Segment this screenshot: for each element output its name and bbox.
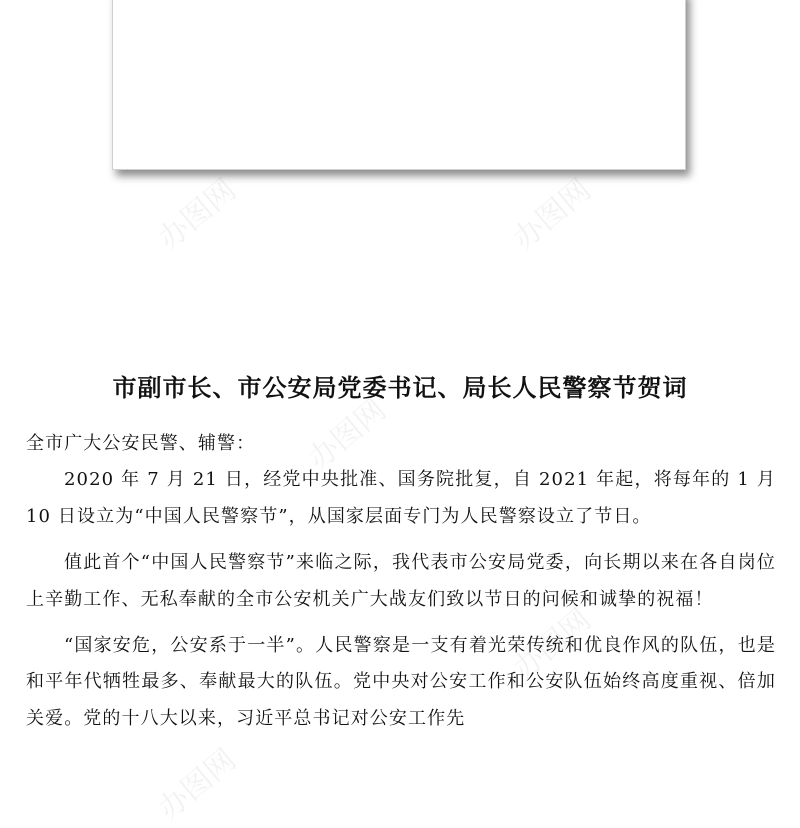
body-paragraph: 值此首个“中国人民警察节”来临之际，我代表市公安局党委，向长期以来在各自岗位上辛勤工作、无私奉献的全市公安机关广大战友们致以节日的问候和诚挚的祝福！ <box>26 552 776 610</box>
watermark: 办图网 <box>151 172 243 258</box>
watermark: 办图网 <box>301 392 393 478</box>
body-paragraph: 2020 年 7 月 21 日，经党中央批准、国务院批复，自 2021 年起，将每年的 1 月 10 日设立为“中国人民警察节”，从国家层面专门为人民警察设立了节日。 <box>26 469 776 527</box>
watermark: 办图网 <box>506 602 598 688</box>
watermark: 办图网 <box>506 172 598 258</box>
body-paragraph: “国家安危，公安系于一半”。人民警察是一支有着光荣传统和优良作风的队伍，也是和平年代牺牲最多、奉献最大的队伍。党中央对公安工作和公安队伍始终高度重视、倍加关爱。党的十八大以来，习近平总书记对公安工作先 <box>26 635 776 729</box>
document-preview-card <box>112 0 686 170</box>
salutation: 全市广大公安民警、辅警： <box>26 433 256 454</box>
watermark: 办图网 <box>151 742 243 828</box>
document-body <box>26 426 776 737</box>
document-title: 市副市长、市公安局党委书记、局长人民警察节贺词 <box>112 374 688 402</box>
